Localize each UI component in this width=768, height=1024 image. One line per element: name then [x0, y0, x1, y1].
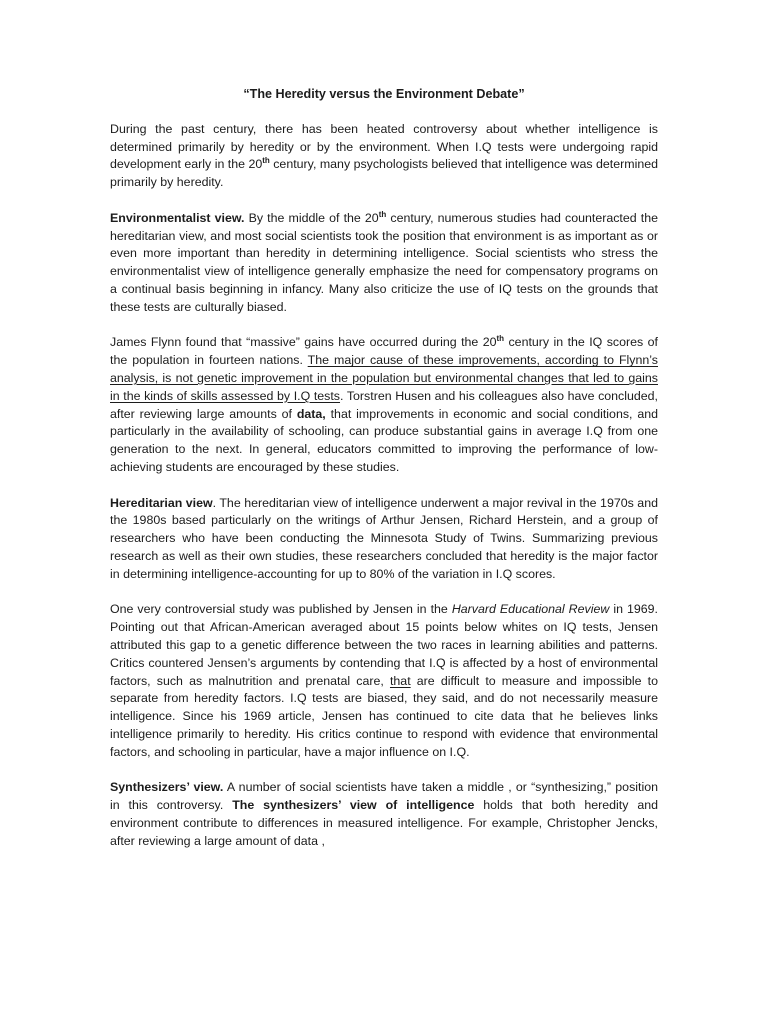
paragraph [110, 601, 658, 761]
ordinal-suffix: th [262, 156, 270, 166]
text-run: James Flynn found that “massive” gains have occurred during the 20 [110, 335, 497, 350]
text-run: holds that both heredity and environment contribute to differences in measured intelligence. For example, Christopher Jencks, after reviewing a large amount of data , [110, 798, 658, 848]
paragraph [110, 495, 658, 584]
text-run: The major cause of these improvements, according to Flynn’s analysis, is not genetic improvement in the population but environmental changes that led to gains in the kinds of skills assessed by I.Q tests [110, 353, 658, 403]
text-run: century, numerous studies had counteracted the hereditarian view, and most social scientists took the position that environment is as important as or even more important than heredity in determining intelligence. Social scientists who stress the environmentalist view of intelligence generally emphasize the need for compensatory programs on a continual basis beginning in infancy. Many also criticize the use of IQ tests on the grounds that these tests are culturally biased. [110, 210, 658, 314]
text-run: Environmentalist view. [110, 210, 245, 225]
text-run: century in the IQ scores of the population in fourteen nations. [110, 335, 658, 368]
paragraph [110, 334, 658, 476]
text-run: . The hereditarian view of intelligence underwent a major revival in the 1970s and the 1980s based particularly on the writings of Arthur Jensen, Richard Herstein, and a group of researchers who have been conducting the Minnesota Study of Twins. Summarizing previous research as well as their own studies, these researchers concluded that heredity is the major factor in determining intelligence-accounting for up to 80% of the variation in I.Q scores. [110, 495, 658, 581]
document-title: “The Heredity versus the Environment Debate” [243, 87, 525, 101]
text-run: . Torstren Husen and his colleagues also have concluded, after reviewing large amounts of [110, 388, 659, 421]
text-run: Hereditarian view [110, 495, 213, 510]
text-run: that [389, 673, 411, 688]
text-run: The synthesizers’ view of intelligence [232, 798, 475, 813]
text-run: data, [296, 406, 326, 421]
text-run: that improvements in economic and social conditions, and particularly in the availability of schooling, can produce substantial gains in average I.Q from one generation to the next. In general, educators committed to improving the performance of low-achieving students are encouraged by these studies. [110, 406, 659, 474]
paragraph [110, 779, 658, 850]
ordinal-suffix: th [378, 209, 387, 219]
text-run: in 1969. Pointing out that African-American averaged about 15 points below whites on IQ tests, Jensen attributed this gap to a genetic difference between the two races in learning abilities and patterns. Critics countered Jensen’s arguments by contending that I.Q is affected by a host of environmental factors, such as malnutrition and prenatal care, [110, 602, 658, 688]
document-body [110, 86, 658, 868]
paragraph [110, 121, 658, 192]
text-run: During the past century, there has been heated controversy about whether intelligence is determined primarily by heredity or by the environment. When I.Q tests were undergoing rapid development early in the 20 [110, 121, 658, 172]
paragraph [110, 210, 658, 317]
text-run: Synthesizers’ view. [110, 780, 224, 795]
text-run: century, many psychologists believed that intelligence was determined primarily by heredity. [110, 157, 659, 190]
text-run: A number of social scientists have taken a middle , or “synthesizing,” position in this controversy. [110, 780, 658, 813]
text-run: Harvard Educational Review [451, 602, 610, 617]
paragraph-list [110, 121, 658, 851]
text-run: One very controversial study was published by Jensen in the [110, 602, 452, 617]
text-run: By the middle of the 20 [244, 210, 379, 225]
ordinal-suffix: th [496, 334, 505, 344]
text-run: are difficult to measure and impossible to separate from heredity factors. I.Q tests are biased, they said, and do not necessarily measure intelligence. Since his 1969 article, Jensen has continued to cite data that he believes links intelligence primarily to heredity. His critics continue to respond with evidence that environmental factors, and schooling in particular, have a major influence on I.Q. [110, 673, 658, 759]
